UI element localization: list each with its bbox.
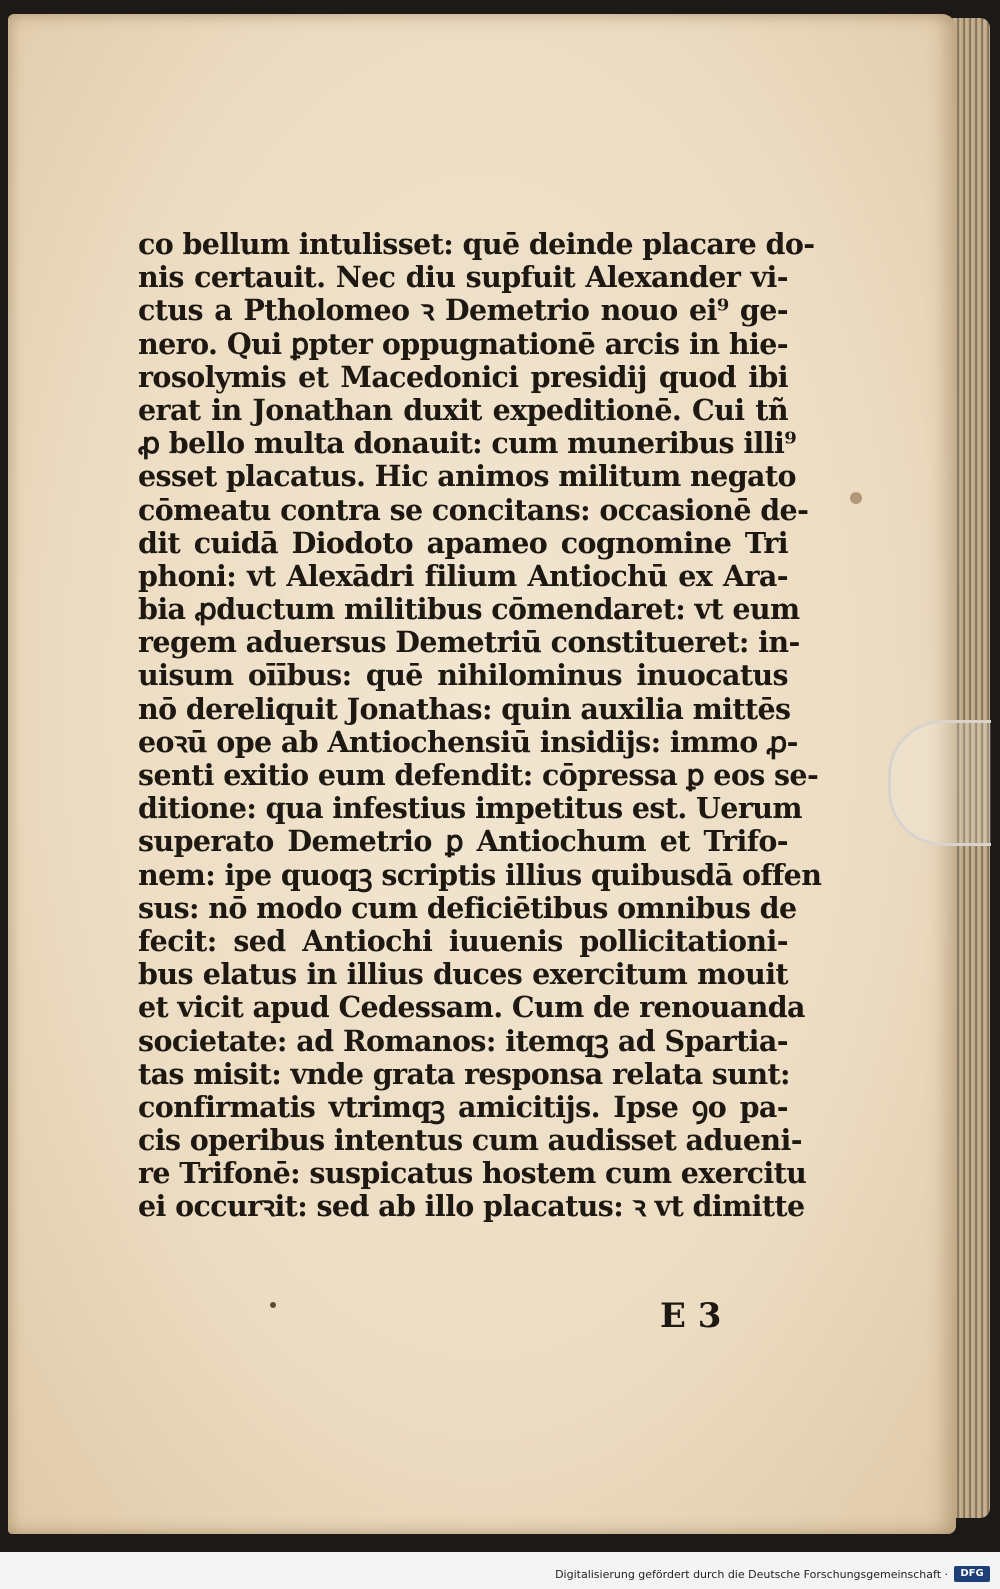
text-line: ꝓ bello multa donauit: cum muneribus illi⁹ [138,426,797,461]
text-line: sus: nō modo cum deficiētibus omnibus de [138,890,797,925]
text-line: ditione: qua infestius impetitus est. Uerum [138,791,802,826]
page-clip [888,720,991,846]
text-line: et vicit apud Cedessam. Cum de renouanda [138,990,805,1025]
text-line: nero. Qui ꝑpter oppugnationē arcis in hie- [138,326,788,361]
text-line: superato Demetrio ꝑ Antiochum et Trifo- [138,824,788,859]
text-line: phoni: vt Alexādri filium Antiochū ex Ara- [138,558,788,593]
text-line: uisum oīībus: quē nihilominus inuocatus [138,658,788,693]
ink-speck [270,1302,276,1308]
text-line: re Trifonē: suspicatus hostem cum exercitu [138,1156,807,1191]
text-line: confirmatis vtrimqꝫ amicitijs. Ipse ꝯo pa- [138,1089,788,1124]
text-line: ctus a Ptholomeo ꝛ Demetrio nouo ei⁹ ge- [138,293,788,328]
text-line: cōmeatu contra se concitans: occasionē de- [138,492,809,527]
text-line: cis operibus intentus cum audisset adueni- [138,1123,802,1158]
text-line: co bellum intulisset: quē deinde placare do- [138,227,815,261]
footer-credit: Digitalisierung gefördert durch die Deutsche Forschungsgemeinschaft · [555,1568,948,1581]
text-line: eoꝛū ope ab Antiochensiū insidijs: immo ꝓ- [138,724,798,759]
text-line: societate: ad Romanos: itemqꝫ ad Spartia- [138,1023,788,1058]
text-line: rosolymis et Macedonici presidij quod ibi [138,359,788,394]
text-line: esset placatus. Hic animos militum negato [138,459,796,494]
text-line: ei occurꝛit: sed ab illo placatus: ꝛ vt dimitte [138,1189,805,1224]
text-line: bus elatus in illius duces exercitum mouit [138,957,788,992]
book-page [8,14,956,1534]
text-line: erat in Jonathan duxit expeditionē. Cui tñ [138,392,788,427]
signature-mark: E 3 [660,1296,722,1336]
text-line: nis certauit. Nec diu supfuit Alexander vi- [138,260,788,295]
text-line: tas misit: vnde grata responsa relata sunt: [138,1056,790,1091]
dfg-logo: DFG [954,1566,990,1582]
text-line: bia ꝓductum militibus cōmendaret: vt eum [138,592,800,627]
text-line: dit cuidā Diodoto apameo cognomine Tri [138,525,788,560]
paper-stain [850,492,862,504]
text-line: fecit: sed Antiochi iuuenis pollicitationi- [138,923,788,958]
text-line: senti exitio eum defendit: cōpressa ꝑ eos se- [138,758,819,792]
text-block [138,227,822,1298]
text-line: nō dereliquit Jonathas: quin auxilia mittēs [138,691,791,726]
text-line: nem: ipe quoqꝫ scriptis illius quibusdā offen [138,857,822,892]
text-line: regem aduersus Demetriū constitueret: in- [138,625,800,660]
